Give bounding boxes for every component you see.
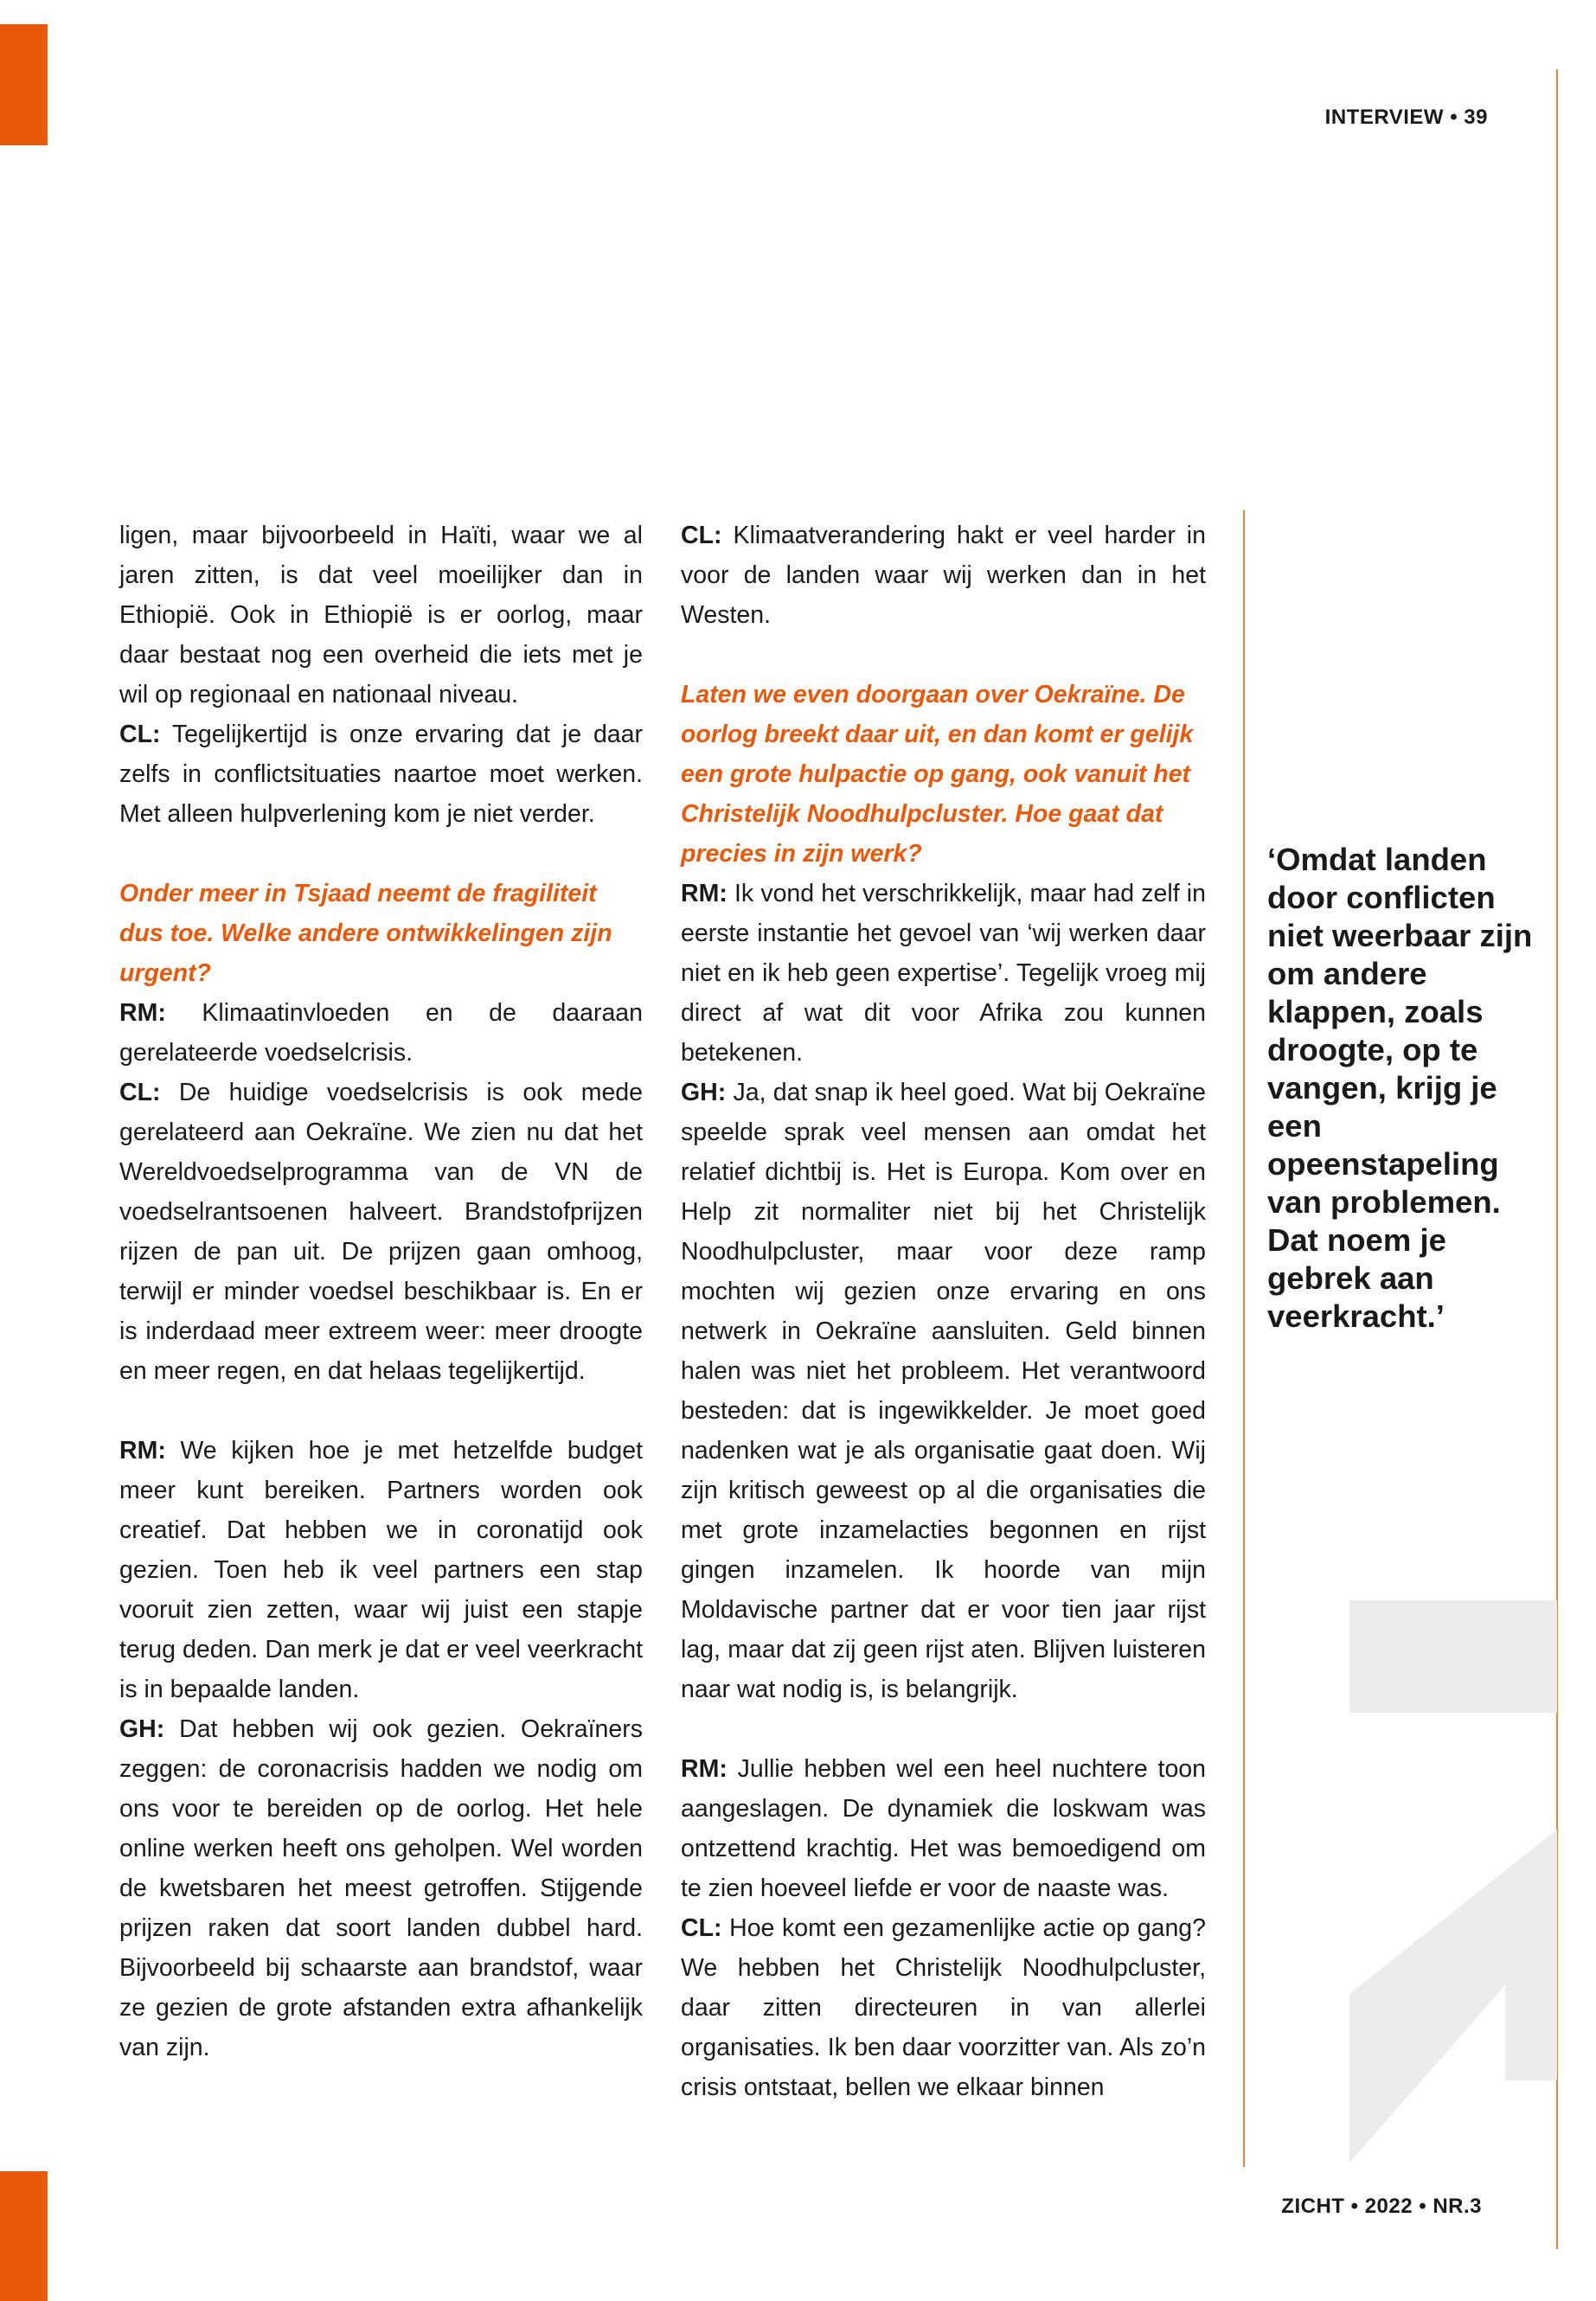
paragraph: CL: Tegelijkertijd is onze ervaring dat je daar zelfs in conflictsituaties naartoe moet werken. Met alleen hulpverlening kom je niet verder.	[119, 721, 643, 828]
decorative-z-shape	[1332, 1600, 1557, 2163]
decorative-z-shape-path	[1349, 1600, 1557, 2163]
running-head: INTERVIEW • 39	[1324, 106, 1488, 129]
speaker-label: CL:	[119, 1079, 161, 1106]
speaker-label: RM:	[119, 999, 166, 1027]
speaker-label: GH:	[119, 1715, 165, 1743]
interview-question: Onder meer in Tsjaad neemt de fragiliteit dus toe. Welke andere ontwikkelingen zijn urgent?	[119, 880, 612, 987]
speaker-label: GH:	[681, 1079, 727, 1106]
orange-edge-bar-top	[0, 24, 48, 145]
paragraph: CL: Klimaatverandering hakt er veel harder in voor de landen waar wij werken dan in het Westen.	[681, 522, 1206, 629]
paragraph: GH: Ja, dat snap ik heel goed. Wat bij Oekraïne speelde sprak veel mensen aan omdat het relatief dichtbij is. Het is Europa. Kom over en Help zit normaliter niet bij het Christelijk Noodhulpcluster, maar voor deze ramp mochten wij gezien onze ervaring en ons netwerk in Oekraïne aansluiten. Geld binnen halen was niet het probleem. Het verantwoord besteden: dat is ingewikkelder. Je moet goed nadenken wat je als organisatie gaat doen. Wij zijn kritisch geweest op al die organisaties die met grote inzamelacties begonnen en rijst gingen inzamelen. Ik hoorde van mijn Moldavische partner dat er voor tien jaar rijst lag, maar dat zij geen rijst aten. Blijven luisteren naar wat nodig is, is belangrijk.	[681, 1079, 1206, 1703]
paragraph: ligen, maar bijvoorbeeld in Haïti, waar we al jaren zitten, is dat veel moeilijker dan in Ethiopië. Ook in Ethiopië is er oorlog, maar daar bestaat nog een overheid die iets met je wil op regionaal en nationaal niveau.	[119, 522, 643, 708]
paragraph: CL: De huidige voedselcrisis is ook mede gerelateerd aan Oekraïne. We zien nu dat het Wereldvoedselprogramma van de VN de voedselrantsoenen halveert. Brandstofprijzen rijzen de pan uit. De prijzen gaan omhoog, terwijl er minder voedsel beschikbaar is. En er is inderdaad meer extreem weer: meer droogte en meer regen, en dat helaas tegelijkertijd.	[119, 1079, 643, 1385]
orange-edge-bar-bottom	[0, 2171, 48, 2301]
paragraph: RM: Jullie hebben wel een heel nuchtere toon aangeslagen. De dynamiek die loskwam was ontzettend krachtig. Het was bemoedigend om te zien hoeveel liefde er voor de naaste was.	[681, 1755, 1206, 1902]
pull-quote: ‘Omdat landen door conflicten niet weerbaar zijn om andere klappen, zoals droogte, op te vangen, krijg je een opeenstapeling van problemen. Dat noem je gebrek aan veerkracht.’	[1267, 842, 1533, 1334]
speaker-label: RM:	[681, 1755, 727, 1783]
speaker-label: CL:	[681, 522, 722, 549]
speaker-label: CL:	[119, 721, 161, 748]
paragraph: CL: Hoe komt een gezamenlijke actie op gang? We hebben het Christelijk Noodhulpcluster, daar zitten directeuren in van allerlei organisaties. Ik ben daar voorzitter van. Als zo’n crisis ontstaat, bellen we elkaar binnen	[681, 1914, 1206, 2101]
paragraph: RM: Ik vond het verschrikkelijk, maar had zelf in eerste instantie het gevoel van ‘wij werken daar niet en ik heb geen expertise’. Tegelijk vroeg mij direct af wat dit voor Afrika zou kunnen betekenen.	[681, 880, 1206, 1067]
interview-question: Laten we even doorgaan over Oekraïne. De oorlog breekt daar uit, en dan komt er gelijk een grote hulpactie op gang, ook vanuit het Christelijk Noodhulpcluster. Hoe gaat dat precies in zijn werk?	[681, 681, 1194, 868]
paragraph: GH: Dat hebben wij ook gezien. Oekraïners zeggen: de coronacrisis hadden we nodig om ons voor te bereiden op de oorlog. Het hele online werken heeft ons geholpen. Wel worden de kwetsbaren het meest getroffen. Stijgende prijzen raken dat soort landen dubbel hard. Bijvoorbeeld bij schaarste aan brandstof, waar ze gezien de grote afstanden extra afhankelijk van zijn.	[119, 1715, 643, 2061]
paragraph: RM: Klimaatinvloeden en de daaraan gerelateerde voedselcrisis.	[119, 999, 643, 1067]
running-foot: ZICHT • 2022 • NR.3	[1281, 2195, 1482, 2218]
text-column-1	[119, 516, 643, 2067]
speaker-label: RM:	[681, 880, 727, 907]
paragraph: RM: We kijken hoe je met hetzelfde budget meer kunt bereiken. Partners worden ook creatief. Dat hebben we in coronatijd ook gezien. Toen heb ik veel partners een stap vooruit zien zetten, waar wij juist een stapje terug deden. Dan merk je dat er veel veerkracht is in bepaalde landen.	[119, 1437, 643, 1703]
text-column-2	[681, 516, 1206, 2107]
pull-quote-rule	[1243, 510, 1245, 2167]
speaker-label: RM:	[119, 1437, 166, 1465]
speaker-label: CL:	[681, 1914, 722, 1942]
